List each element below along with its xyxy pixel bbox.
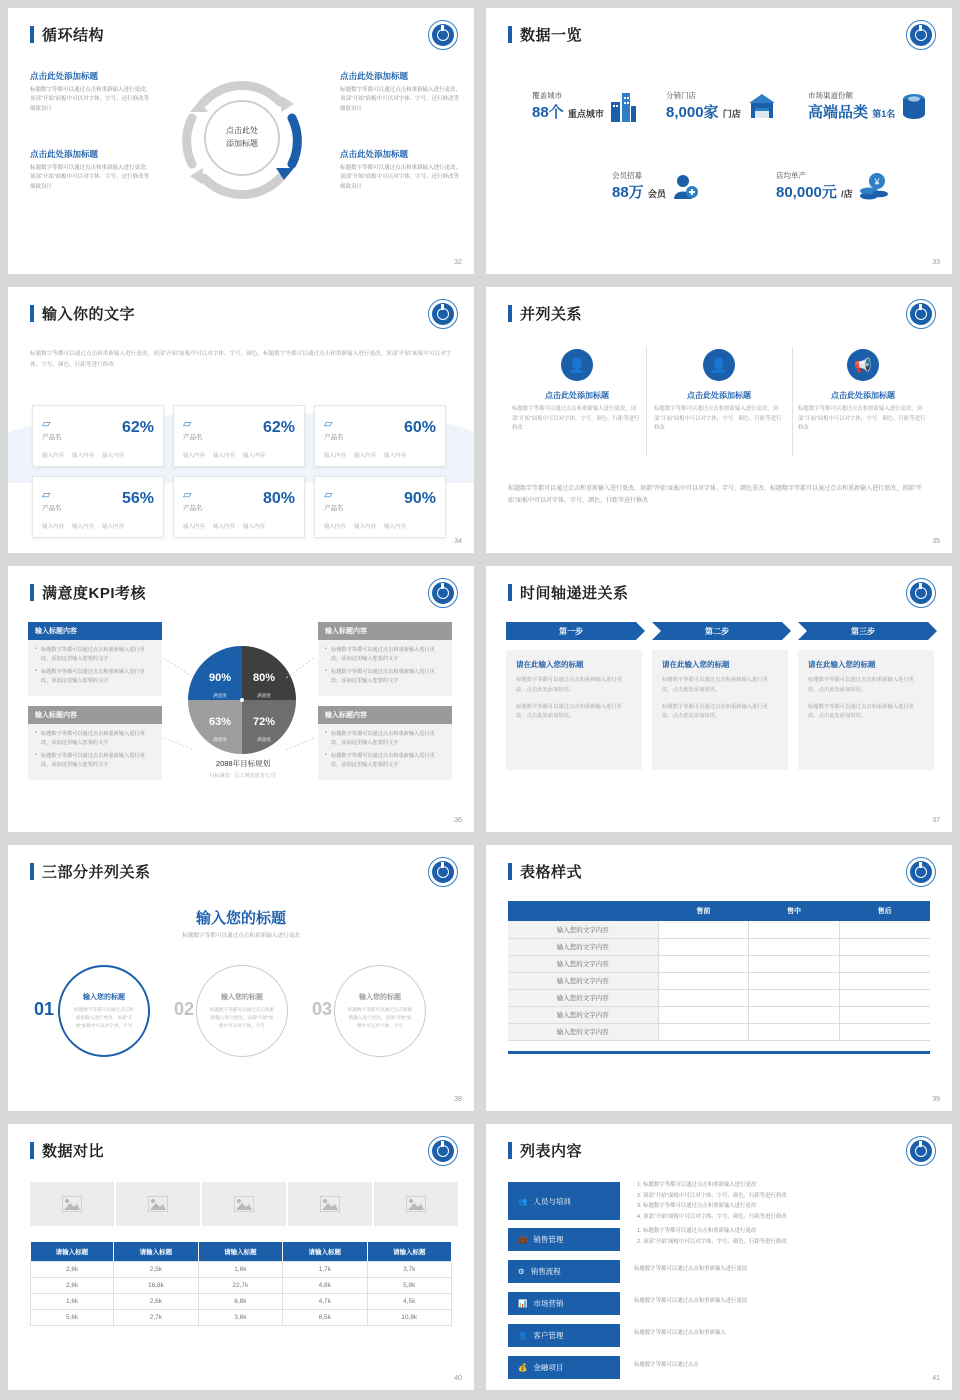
cycle-item-1-text: 标题数字等都可以通过点击和重新输入进行更改，顶部“开始”面板中可以对字体、字号、还行修改等细致设计 xyxy=(30,87,152,112)
pie-label-2: 80% 满意度 xyxy=(252,672,276,699)
image-placeholder-row xyxy=(30,1182,458,1226)
title-text: 表格样式 xyxy=(520,864,583,881)
table-header-3: 售后 xyxy=(839,901,930,921)
overview-item-2-value: 8,000家 xyxy=(666,104,719,121)
list-item-finance[interactable] xyxy=(508,1356,620,1379)
title-text: 输入你的文字 xyxy=(42,306,136,323)
overview-item-2-unit: 门店 xyxy=(722,109,741,119)
brand-logo-icon xyxy=(428,299,458,329)
user-icon: 👤 xyxy=(561,349,593,381)
cycle-item-2[interactable] xyxy=(340,70,462,114)
list-item-team-text: 1. 标题数字等都可以通过点击和重新输入进行更改 2. 顶部“开始”面板中可以对字体、字号、颜色、行距等进行修改 3. 标题数字等都可以通过点击和重新输入进行更改 4. 顶部“开始”面板中可以对字体、字号、颜色、行距等进行修改 xyxy=(632,1180,938,1222)
pie-label-1: 90% 满意度 xyxy=(208,672,232,699)
list-item-team-label: 人员与培训 xyxy=(533,1196,571,1206)
title-text: 满意度KPI考核 xyxy=(42,585,147,602)
three-part-circle-2[interactable] xyxy=(196,965,288,1057)
cycle-item-2-title: 点击此处添加标题 xyxy=(340,71,409,81)
page-number: 33 xyxy=(932,259,940,266)
overview-item-3-value: 高端品类 xyxy=(808,104,869,121)
image-placeholder-icon[interactable] xyxy=(288,1182,372,1226)
table-row[interactable]: 1,6k 2,6k 6,8k 4,7k 4,5k xyxy=(31,1294,452,1310)
compare-header-0: 请输入标题 xyxy=(31,1242,114,1262)
list-item-sales-label: 销售管理 xyxy=(533,1235,564,1244)
three-part-circle-3[interactable] xyxy=(334,965,426,1057)
cycle-item-4-title: 点击此处添加标题 xyxy=(340,149,409,159)
image-placeholder-icon[interactable] xyxy=(116,1182,200,1226)
overview-item-3-unit: 第1名 xyxy=(872,109,896,119)
list-item-sales-text: 1. 标题数字等都可以通过点击和重新输入进行更改 2. 顶部“开始”面板中可以对字体、字号、颜色、行距等进行修改 xyxy=(632,1226,938,1247)
slide-table-style[interactable] xyxy=(486,845,952,1111)
kpi-box-4-header: 输入标题内容 xyxy=(318,706,452,724)
column-divider-1 xyxy=(646,347,647,457)
list-item-marketing[interactable] xyxy=(508,1292,620,1315)
percent-card-grid xyxy=(32,405,446,538)
overview-item-4[interactable] xyxy=(612,170,752,202)
list-item-marketing-text: 标题数字等都可以通过点击和重新输入进行更改 xyxy=(634,1298,748,1304)
title-accent-bar xyxy=(508,584,512,601)
page-title xyxy=(508,861,582,882)
brand-logo-icon xyxy=(428,1136,458,1166)
overview-item-4-unit: 会员 xyxy=(647,189,666,199)
svg-text:¥: ¥ xyxy=(874,177,880,187)
team-icon: 👥 xyxy=(518,1196,528,1206)
parallel-col-1-title: 点击此处添加标题 xyxy=(545,391,609,400)
title-text: 数据对比 xyxy=(42,1143,105,1160)
speaker-icon: 📢 xyxy=(847,349,879,381)
three-part-circle-2-text: 标题数字等都可以通过点击和重新输入进行更改，顶部“开始”面板中可以对字体、字号 xyxy=(209,1006,275,1029)
page-number: 38 xyxy=(454,1096,462,1103)
cycle-item-3-text: 标题数字等都可以通过点击和重新输入进行更改，顶部“开始”面板中可以对字体、字号、还行修改等细致设计 xyxy=(30,165,152,190)
timeline-box-3-title: 请在此输入您的标题 xyxy=(808,660,876,669)
slide-timeline-progress[interactable] xyxy=(486,566,952,832)
three-part-subtext: 标题数字等都可以通过点击和重新输入进行更改 xyxy=(182,933,300,939)
person-icon: 👤 xyxy=(703,349,735,381)
table-row[interactable]: 输入您的文字内容 xyxy=(508,938,930,955)
page-title xyxy=(30,303,135,324)
three-part-circle-2-title: 输入您的标题 xyxy=(221,993,263,1001)
kpi-box-3-header: 输入标题内容 xyxy=(318,622,452,640)
brand-logo-icon xyxy=(906,299,936,329)
cycle-item-4[interactable] xyxy=(340,148,462,192)
three-part-circle-1[interactable] xyxy=(58,965,150,1057)
title-accent-bar xyxy=(30,1142,34,1159)
title-text: 三部分并列关系 xyxy=(42,864,151,881)
overview-item-1-label: 覆盖城市 xyxy=(532,91,562,100)
kpi-box-2-header: 输入标题内容 xyxy=(28,706,162,724)
list-item-sales[interactable] xyxy=(508,1228,620,1251)
member-icon xyxy=(672,172,698,202)
page-number: 39 xyxy=(932,1096,940,1103)
title-accent-bar xyxy=(508,1142,512,1159)
overview-item-3-label: 市场渠道份额 xyxy=(808,91,853,100)
kpi-caption-sub: 目标满意：员工满意度为'公司' xyxy=(209,773,277,779)
title-text: 时间轴递进关系 xyxy=(520,585,629,602)
list-item-team[interactable] xyxy=(508,1182,620,1220)
brand-logo-icon xyxy=(906,578,936,608)
brand-logo-icon xyxy=(428,857,458,887)
box-icon: ▱ xyxy=(42,418,51,430)
kpi-box-3[interactable] xyxy=(318,622,452,696)
three-part-headline: 输入您的标题 xyxy=(195,910,286,927)
title-accent-bar xyxy=(30,305,34,322)
styled-table[interactable] xyxy=(508,901,930,1041)
percent-card-4-value: 56% xyxy=(121,489,154,507)
image-placeholder-icon[interactable] xyxy=(30,1182,114,1226)
cycle-item-2-text: 标题数字等都可以通过点击和重新输入进行更改，顶部“开始”面板中可以对字体、字号、还行修改等细致设计 xyxy=(340,87,462,112)
parallel-col-3[interactable] xyxy=(798,349,928,434)
overview-item-1-unit: 重点城市 xyxy=(567,109,604,119)
title-accent-bar xyxy=(508,26,512,43)
title-text: 数据一览 xyxy=(520,27,583,44)
timeline-step-1-arrow[interactable]: 第一步 xyxy=(506,622,636,640)
box-icon: ▱ xyxy=(42,489,51,501)
overview-item-4-value: 88万 xyxy=(612,184,644,201)
box-icon: ▱ xyxy=(183,489,192,501)
parallel-col-1-text: 标题数字等都可以通过点击和重新输入进行更改，顶部“开始”面板中可以对字体、字号、颜色、行距等进行修改 xyxy=(512,406,640,432)
slide-three-part[interactable] xyxy=(8,845,474,1111)
table-row[interactable]: 输入您的文字内容 xyxy=(508,921,930,938)
kpi-box-1-header: 输入标题内容 xyxy=(28,622,162,640)
pie-label-3: 72% 满意度 xyxy=(252,716,276,743)
table-header-row xyxy=(31,1242,452,1262)
store-icon xyxy=(747,92,777,122)
cycle-item-4-text: 标题数字等都可以通过点击和重新输入进行更改，顶部“开始”面板中可以对字体、字号、还行修改等细致设计 xyxy=(340,165,462,190)
table-row[interactable]: 输入您的文字内容 xyxy=(508,989,930,1006)
title-text: 循环结构 xyxy=(42,27,105,44)
percent-card-6[interactable]: ▱ 产品名 90% 输入内容 输入内容 输入内容 xyxy=(314,476,446,538)
overview-item-2[interactable] xyxy=(666,90,806,122)
overview-item-1[interactable] xyxy=(532,90,662,122)
slide-parallel-relation[interactable] xyxy=(486,287,952,553)
title-accent-bar xyxy=(30,584,34,601)
page-number: 36 xyxy=(454,817,462,824)
cycle-item-3[interactable] xyxy=(30,148,152,192)
kpi-caption-title: 2088年目标规划 xyxy=(215,759,271,768)
parallel-col-1[interactable] xyxy=(512,349,642,434)
cycle-item-1[interactable] xyxy=(30,70,152,114)
table-row[interactable]: 输入您的文字内容 xyxy=(508,972,930,989)
percent-card-4[interactable]: ▱ 产品名 56% 输入内容 输入内容 输入内容 xyxy=(32,476,164,538)
percent-card-1[interactable]: ▱ 产品名 62% 输入内容 输入内容 输入内容 xyxy=(32,405,164,467)
timeline-box-1-title: 请在此输入您的标题 xyxy=(516,660,584,669)
kpi-box-4-body: • 标题数字等都可以通过点击和重新输入进行更改，添加这里输入您要的文字 • 标题数字等都可以通过点击和重新输入进行更改，添加这里输入您要的文字 xyxy=(318,724,452,780)
overview-item-2-label: 分销门店 xyxy=(666,91,696,100)
brand-logo-icon xyxy=(428,20,458,50)
box-icon: ▱ xyxy=(183,418,192,430)
page-title xyxy=(30,24,104,45)
overview-item-5-label: 店均单产 xyxy=(776,171,806,180)
image-placeholder-icon[interactable] xyxy=(202,1182,286,1226)
box-icon: ▱ xyxy=(324,489,333,501)
page-number: 37 xyxy=(932,817,940,824)
page-title xyxy=(508,24,582,45)
three-part-number-3: 03 xyxy=(312,999,333,1019)
table-header-0 xyxy=(508,901,658,921)
page-title xyxy=(30,861,151,882)
list-item-customer-label: 客户管理 xyxy=(533,1331,564,1340)
parallel-footer-text: 标题数字等都可以通过点击和重新输入进行更改，顶部“开始”面板中可以对字体、字号、颜色重改，标题数字等都可以通过点击和重新输入进行更改，顶部“开始”面板中可以对字体、字号、颜色、行距等进行修改 xyxy=(508,486,922,504)
list-item-marketing-label: 市场营销 xyxy=(533,1299,564,1308)
percent-card-2[interactable]: ▱ 产品名 62% 输入内容 输入内容 输入内容 xyxy=(173,405,305,467)
cycle-item-3-title: 点击此处添加标题 xyxy=(30,149,99,159)
compare-header-3: 请输入标题 xyxy=(283,1242,367,1262)
kpi-box-1-body: • 标题数字等都可以通过点击和重新输入进行更改，添加这里输入您要的文字 • 标题数字等都可以通过点击和重新输入进行更改，添加这里输入您要的文字 xyxy=(28,640,162,696)
title-accent-bar xyxy=(508,863,512,880)
overview-item-5-unit: /店 xyxy=(841,189,853,199)
parallel-col-3-text: 标题数字等都可以通过点击和重新输入进行更改，顶部“开始”面板中可以对字体、字号、颜色、行距等进行修改 xyxy=(798,406,926,432)
brand-logo-icon xyxy=(906,20,936,50)
percent-card-2-value: 62% xyxy=(262,418,295,436)
kpi-caption xyxy=(168,758,318,779)
kpi-box-4[interactable] xyxy=(318,706,452,780)
description-text: 标题数字等都可以通过点击和重新输入进行更改，顶部“开始”面板中可以对字体、字号、颜色、标题数字等都可以通过点击和重新输入进行更改，顶部“开始”面板中可以对字体、字号、颜色、行距等进行修改 xyxy=(30,351,452,369)
list-item-customer[interactable] xyxy=(508,1324,620,1347)
three-part-number-2: 02 xyxy=(174,999,195,1019)
percent-card-1-value: 62% xyxy=(121,418,154,436)
page-number: 32 xyxy=(454,259,462,266)
table-header-2: 售中 xyxy=(749,901,840,921)
percent-card-5-value: 80% xyxy=(262,489,295,507)
compare-header-2: 请输入标题 xyxy=(198,1242,282,1262)
slide-list-content[interactable] xyxy=(486,1124,952,1390)
table-row[interactable]: 5,6k 2,7k 3,6k 8,5k 10,8k xyxy=(31,1310,452,1326)
cylinder-icon xyxy=(901,92,927,122)
customer-icon: 👤 xyxy=(518,1331,528,1340)
list-item-process-label: 销售流程 xyxy=(530,1267,561,1276)
list-item-process-text: 标题数字等都可以通过点击和重新输入进行更改 xyxy=(634,1266,748,1272)
percent-card-5[interactable]: ▱ 产品名 80% 输入内容 输入内容 输入内容 xyxy=(173,476,305,538)
percent-card-6-value: 90% xyxy=(403,489,436,507)
list-item-customer-text: 标题数字等都可以通过点击和重新输入 xyxy=(634,1330,726,1336)
brand-logo-icon xyxy=(428,578,458,608)
overview-item-4-label: 会员招募 xyxy=(612,171,642,180)
percent-card-1-name: 产品名 xyxy=(42,434,62,441)
timeline-box-2-title: 请在此输入您的标题 xyxy=(662,660,730,669)
compare-header-1: 请输入标题 xyxy=(114,1242,198,1262)
page-number: 34 xyxy=(454,538,462,545)
parallel-col-2[interactable] xyxy=(654,349,784,434)
page-title xyxy=(30,1140,104,1161)
timeline-step-3-arrow[interactable]: 第三步 xyxy=(798,622,928,640)
table-row[interactable]: 2,8k 2,5k 1,6k 1,7k 3,7k xyxy=(31,1262,452,1278)
slide-data-compare[interactable] xyxy=(8,1124,474,1390)
three-part-number-1: 01 xyxy=(34,999,55,1019)
process-icon: ⚙ xyxy=(518,1267,525,1276)
percent-card-3-value: 60% xyxy=(403,418,436,436)
slide-data-overview[interactable] xyxy=(486,8,952,274)
city-icon xyxy=(610,90,636,122)
parallel-col-2-text: 标题数字等都可以通过点击和重新输入进行更改，顶部“开始”面板中可以对字体、字号、颜色、行距等进行修改 xyxy=(654,406,782,432)
table-row[interactable]: 输入您的文字内容 xyxy=(508,1023,930,1040)
table-row[interactable]: 2,8k 16,8k 22,7k 4,8k 5,8k xyxy=(31,1278,452,1294)
kpi-box-2-body: • 标题数字等都可以通过点击和重新输入进行更改，添加这里输入您要的文字 • 标题数字等都可以通过点击和重新输入进行更改，添加这里输入您要的文字 xyxy=(28,724,162,780)
image-placeholder-icon[interactable] xyxy=(374,1182,458,1226)
three-part-circle-1-text: 标题数字等都可以通过点击和重新输入进行更改，顶部“开始”面板中可以对字体、字号 xyxy=(74,1006,134,1029)
table-header-1: 售前 xyxy=(658,901,749,921)
overview-item-5[interactable] xyxy=(776,170,926,202)
coins-icon xyxy=(859,172,889,202)
cycle-item-1-title: 点击此处添加标题 xyxy=(30,71,99,81)
parallel-col-3-title: 点击此处添加标题 xyxy=(831,391,895,400)
three-part-circle-3-text: 标题数字等都可以通过点击和重新输入进行更改，顶部“开始”面板中可以对字体、字号 xyxy=(347,1006,413,1029)
finance-icon: 💰 xyxy=(518,1363,528,1372)
overview-item-3[interactable] xyxy=(808,90,948,122)
kpi-box-1[interactable] xyxy=(28,622,162,696)
page-title xyxy=(30,582,146,603)
cycle-center-label: 点击此处 添加标题 xyxy=(204,100,280,176)
chart-icon: 📊 xyxy=(518,1299,528,1308)
title-accent-bar xyxy=(30,26,34,43)
percent-card-2-name: 产品名 xyxy=(183,434,203,441)
table-row[interactable]: 输入您的文字内容 xyxy=(508,955,930,972)
title-text: 并列关系 xyxy=(520,306,583,323)
pie-label-4: 63% 满意度 xyxy=(208,716,232,743)
title-accent-bar xyxy=(30,863,34,880)
title-text: 列表内容 xyxy=(520,1143,583,1160)
page-title xyxy=(508,1140,582,1161)
box-icon: ▱ xyxy=(324,418,333,430)
kpi-box-2[interactable] xyxy=(28,706,162,780)
list-item-finance-label: 金融项目 xyxy=(533,1363,564,1372)
page-title xyxy=(508,303,582,324)
timeline-box-3[interactable]: 请在此输入您的标题 标题数字等都可以通过点击和重新输入进行更改，点击此处添加短语。 标题数字等都可以通过点击和重新输入进行更改，点击此处添加短语。 xyxy=(798,650,934,770)
percent-card-4-name: 产品名 xyxy=(42,505,62,512)
brand-logo-icon xyxy=(906,1136,936,1166)
compare-table[interactable] xyxy=(30,1242,452,1326)
percent-card-3[interactable]: ▱ 产品名 60% 输入内容 输入内容 输入内容 xyxy=(314,405,446,467)
slide-cycle-structure[interactable] xyxy=(8,8,474,274)
slide-kpi-review[interactable] xyxy=(8,566,474,832)
percent-card-6-name: 产品名 xyxy=(324,505,344,512)
overview-item-5-value: 80,000元 xyxy=(776,184,837,201)
three-part-circle-3-title: 输入您的标题 xyxy=(359,993,401,1001)
column-divider-2 xyxy=(792,347,793,457)
list-item-finance-text: 标题数字等都可以通过点击 xyxy=(634,1362,699,1368)
brand-logo-icon xyxy=(906,857,936,887)
sales-icon: 💼 xyxy=(518,1235,528,1244)
table-header-row xyxy=(508,901,930,921)
three-part-circle-1-title: 输入您的标题 xyxy=(83,993,125,1001)
table-bottom-rule xyxy=(508,1051,930,1054)
page-number: 41 xyxy=(932,1375,940,1382)
overview-item-1-value: 88个 xyxy=(532,104,564,121)
timeline-box-2[interactable]: 请在此输入您的标题 标题数字等都可以通过点击和重新输入进行更改，点击此处添加短语。 标题数字等都可以通过点击和重新输入进行更改，点击此处添加短语。 xyxy=(652,650,788,770)
table-row[interactable]: 输入您的文字内容 xyxy=(508,1006,930,1023)
title-accent-bar xyxy=(508,305,512,322)
timeline-box-1[interactable]: 请在此输入您的标题 标题数字等都可以通过点击和重新输入进行更改，点击此处添加短语。 标题数字等都可以通过点击和重新输入进行更改，点击此处添加短语。 xyxy=(506,650,642,770)
percent-card-5-name: 产品名 xyxy=(183,505,203,512)
list-item-process[interactable] xyxy=(508,1260,620,1283)
page-title xyxy=(508,582,629,603)
percent-card-3-name: 产品名 xyxy=(324,434,344,441)
timeline-step-2-arrow[interactable]: 第二步 xyxy=(652,622,782,640)
slide-percent-cards[interactable] xyxy=(8,287,474,553)
page-number: 40 xyxy=(454,1375,462,1382)
kpi-box-3-body: • 标题数字等都可以通过点击和重新输入进行更改，添加这里输入您要的文字 • 标题数字等都可以通过点击和重新输入进行更改，添加这里输入您要的文字 xyxy=(318,640,452,696)
page-number: 35 xyxy=(932,538,940,545)
compare-header-4: 请输入标题 xyxy=(367,1242,452,1262)
parallel-col-2-title: 点击此处添加标题 xyxy=(687,391,751,400)
